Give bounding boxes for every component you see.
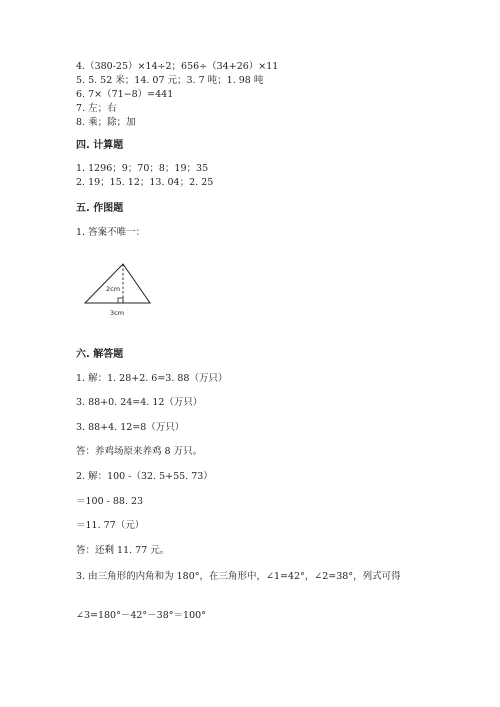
solution-paragraph-3: 3. 由三角形的内角和为 180°，在三角形中，∠1=42°，∠2=38°，列式可得	[76, 571, 401, 582]
answer-line-5: 5. 5. 52 米；14. 07 元；3. 7 吨；1. 98 吨	[76, 75, 264, 86]
solution-line-5: 2. 解：100 -（32. 5+55. 73）	[76, 471, 213, 482]
calc-line-1: 1. 1296；9；70；8；19；35	[76, 163, 209, 174]
answer-line-6: 6. 7×（71−8）=441	[76, 89, 174, 100]
triangle-outline	[85, 264, 150, 303]
base-label: 3cm	[110, 309, 125, 317]
height-label: 2cm	[106, 285, 121, 293]
answer-line-4: 4.（380-25）×14÷2；656÷（34+26）×11	[76, 61, 279, 72]
answer-line-8: 8. 乘；除；加	[76, 117, 136, 128]
drawing-note: 1. 答案不唯一：	[76, 227, 146, 238]
calc-line-2: 2. 19；15. 12；13. 04；2. 25	[76, 177, 214, 188]
solution-line-1: 1. 解：1. 28+2. 6=3. 88（万只）	[76, 373, 228, 384]
right-angle-mark	[118, 298, 123, 303]
solution-line-4: 答：养鸡场原来养鸡 8 万只。	[76, 446, 203, 457]
solution-final-line: ∠3=180°－42°－38°＝100°	[76, 610, 206, 621]
section-heading-calculation: 四. 计算题	[76, 140, 124, 151]
section-heading-drawing: 五. 作图题	[76, 203, 124, 214]
answer-line-7: 7. 左；右	[76, 103, 117, 114]
solution-line-7: ＝11. 77（元）	[76, 520, 145, 531]
solution-line-8: 答：还剩 11. 77 元。	[76, 545, 170, 556]
solution-line-3: 3. 88+4. 12=8（万只）	[76, 422, 185, 433]
solution-line-2: 3. 88+0. 24=4. 12（万只）	[76, 397, 203, 408]
section-heading-solutions: 六. 解答题	[76, 349, 124, 360]
triangle-figure	[80, 258, 160, 320]
solution-line-6: ＝100 - 88. 23	[76, 496, 144, 507]
